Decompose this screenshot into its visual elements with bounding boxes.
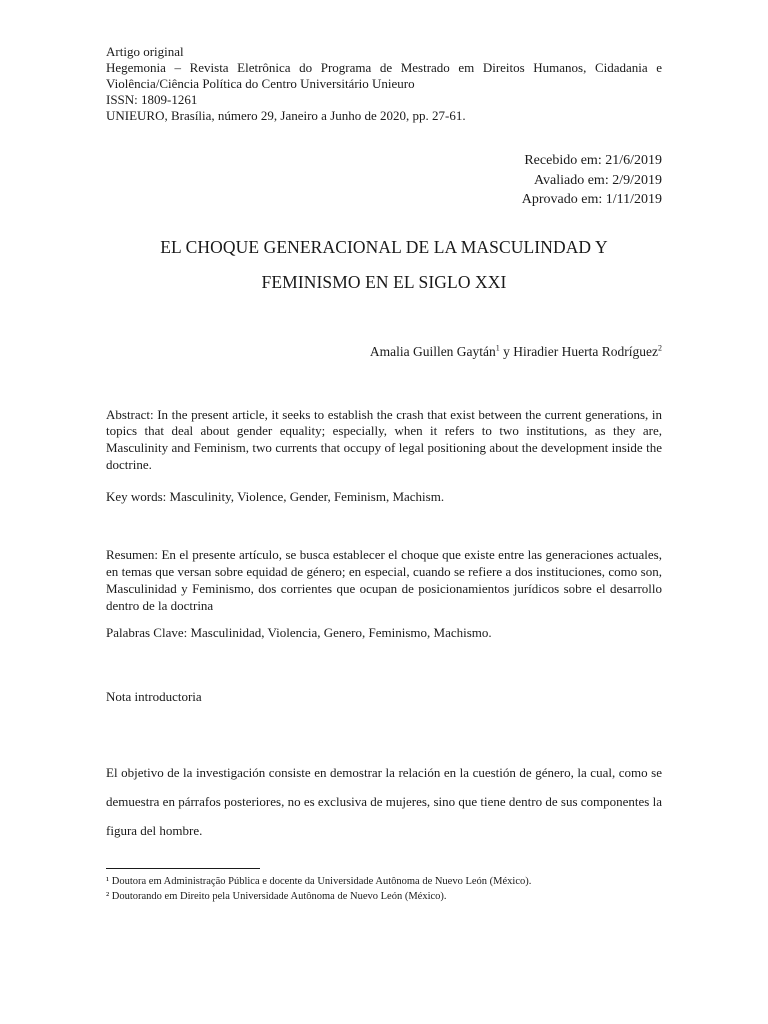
body-paragraph: El objetivo de la investigación consiste en demostrar la relación en la cuestión de género, la cual, como se demuestra en párrafos posteriores, no es exclusiva de mujeres, sino que tiene dentro de sus componentes la figura del hombre. — [106, 765, 662, 839]
journal-header — [106, 44, 662, 124]
article-page — [106, 44, 662, 904]
issn: ISSN: 1809-1261 — [106, 92, 198, 107]
footnote-mark-2[interactable]: 2 — [658, 343, 662, 352]
article-type: Artigo original — [106, 44, 184, 59]
abstract-keywords: Key words: Masculinity, Violence, Gender, Feminism, Machism. — [106, 488, 445, 504]
footnote-mark-1[interactable]: 1 — [495, 343, 500, 352]
abstract-paragraph: Abstract: In the present article, it seeks to establish the crash that exist between the current generations, in topics that deal about gender equality; especially, when it refers to two institutions, as they are, Masculinity and Feminism, two currents that occupy of legal positioning about the development inside the doctrine. — [106, 406, 662, 472]
footnotes — [106, 875, 662, 904]
footnote-2: ² Doutorando em Direito pela Universidade Autônoma de Nuevo León (México). — [106, 890, 447, 902]
approved-date: Aprovado em: 1/11/2019 — [521, 192, 662, 207]
submission-dates — [106, 151, 662, 210]
footnote-divider — [106, 868, 260, 869]
author-2: Hiradier Huerta Rodríguez — [513, 343, 658, 359]
journal-name: Hegemonia – Revista Eletrônica do Programa de Mestrado em Direitos Humanos, Cidadania e Violência/Ciência Política do Centro Universitário Unieuro — [106, 60, 662, 91]
resumen-keywords: Palabras Clave: Masculinidad, Violencia, Genero, Feminismo, Machismo. — [106, 624, 492, 640]
section-heading: Nota introductoria — [106, 689, 202, 705]
author-1: Amalia Guillen Gaytán — [369, 343, 496, 359]
author-connector: y — [499, 343, 514, 359]
footnote-1: ¹ Doutora em Administração Pública e docente da Universidade Autônoma de Nuevo León (México). — [106, 876, 532, 888]
title-line-1: EL CHOQUE GENERACIONAL DE LA MASCULINDAD Y — [160, 236, 608, 257]
issue-info: UNIEURO, Brasília, número 29, Janeiro a Junho de 2020, pp. 27-61. — [106, 108, 466, 123]
evaluated-date: Avaliado em: 2/9/2019 — [533, 172, 662, 188]
title-line-2: FEMINISMO EN EL SIGLO XXI — [261, 271, 507, 292]
author-line — [106, 343, 662, 361]
article-title — [106, 230, 662, 300]
received-date: Recebido em: 21/6/2019 — [524, 153, 662, 168]
resumen-paragraph: Resumen: En el presente artículo, se busca establecer el choque que existe entre las generaciones actuales, en temas que versan sobre equidad de género; en especial, cuando se refiere a dos instituciones, como son, Masculinidad y Feminismo, dos corrientes que ocupan de posicionamientos jurídicos sobre el desarrollo dentro de la doctrina — [106, 547, 662, 613]
